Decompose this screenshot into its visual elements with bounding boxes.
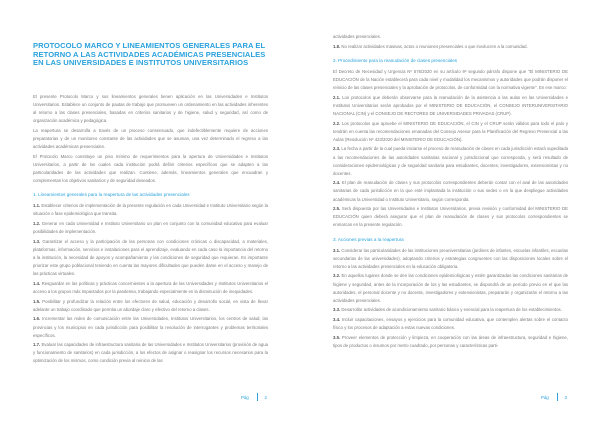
item-number: 2.1. — [333, 94, 341, 100]
list-item — [333, 43, 568, 51]
item-text: Será dispuesta por las Universidades e Institutos Universitarios, previa revisión y conformidad del MINISTERIO DE EDUCACIÓN quien deberá asegurar que el plan de reanudación de clases y sus protocolos correspondientes se enmarcan en la presente regulación. — [333, 206, 568, 228]
list-item — [333, 145, 568, 177]
document-title: PROTOCOLO MARCO Y LINEAMIENTOS GENERALES PARA EL RETORNO A LAS ACTIVIDADES ACADÉMICAS PRESENCIALES EN LAS UNIVERSIDADES E INSTITUTOS UNIVERSITARIOS — [33, 41, 266, 68]
page-3 — [300, 0, 600, 424]
page-number: 3 — [564, 394, 567, 400]
list-item — [333, 120, 568, 144]
page-2-body — [33, 93, 268, 367]
section-1-heading: 1. Lineamientos generales para la reapertura de las actividades presenciales — [33, 192, 190, 198]
item-text: Garantizar el acceso y la participación de las personas con condiciones crónicas o discapacidad, a materiales, plataformas, información, servicios e instalaciones para el aprendizaje, evaluando en cada caso la importancia del retorno a la institución, la necesidad de apoyos y acompañamiento y las condiciones de seguridad que requieran. Es importante priorizar este grupo poblacional teniendo en cuenta las mayores dificultades que pueden darse en el acceso y manejo de las prácticas virtuales. — [33, 238, 268, 277]
intro-paragraph: El Protocolo Marco constituye un piso mínimo de requerimientos para la apertura de Universidades e Institutos Universitarios, a partir de los cuales cada institución podrá definir criterios específicos que se adapten a las particularidades de las actividades que realizan. Contiene, además, lineamientos generales que encuadran y complementan los objetivos sanitarios y de seguridad deseados. — [33, 153, 268, 184]
intro-paragraph: El presente Protocolo Marco y sus lineamientos generales tienen aplicación en las Universidades e Institutos Universitarios. Establece un conjunto de pautas de trabajo que promueven un ordenamiento en las actividades inherentes al retorno a las clases presenciales, basadas en criterios sanitarios y de higiene, salud y seguridad, así como de organización académica y pedagógica. — [33, 94, 268, 124]
item-number: 1.2. — [33, 221, 41, 226]
item-number: 2.5. — [333, 206, 341, 212]
item-text: No realizar actividades masivas, actos o reuniones presenciales o que involucren a la comunidad. — [340, 43, 528, 49]
list-item — [33, 238, 268, 278]
section-2-items — [333, 94, 568, 230]
item-text: Proveer elementos de protección y limpieza, en cooperación con las áreas de infraestructura, seguridad e higiene, tipos de productos o insumos por metro cuadrado, por personas y características parti- — [333, 334, 568, 348]
page-3-body — [333, 33, 568, 352]
list-item — [33, 202, 268, 218]
item-text: Los protocolos que deberán observarse para la reanudación de la asistencia a las aulas en las Universidades e Institutos Universitarios serán aprobados por el MINISTERIO DE EDUCACIÓN, el CONSEJO INTERUNIVERSITARIO NACIONAL (CIN) y el CONSEJO DE RECTORES DE UNIVERSIDADES PRIVADAS (CRUP). — [333, 94, 568, 116]
item-text: Incrementar las redes de comunicación entre las Universidades, Institutos Universitarios, los centros de salud, las provincias y los municipios en cada jurisdicción para posibilitar la resolución de interrogantes y problemas territoriales específicos. — [33, 316, 268, 338]
item-text: Desarrollar actividades de acondicionamiento sanitario básico y esencial para la reapertura de los establecimientos. — [340, 307, 562, 313]
list-item — [333, 272, 568, 304]
list-item — [333, 247, 568, 271]
page-number: 2 — [264, 394, 267, 400]
item-number: 1.4. — [33, 280, 41, 286]
item-text: Considerar las particularidades de las instituciones preuniversitarias (jardines de infantes, escuelas infantiles, escuelas secundarias de las universidades), adoptando criterios y estrategias congruentes con las disposiciones locales sobre el retorno a las actividades presenciales en la educación obligatoria. — [333, 247, 568, 269]
list-item — [33, 280, 268, 296]
page-label: Pág — [240, 394, 249, 400]
list-item — [33, 220, 268, 236]
item-number: 2.2. — [333, 120, 341, 126]
page-label: Pág — [540, 394, 549, 400]
list-item — [33, 298, 268, 314]
item-text: En aquellos lugares donde se den las condiciones epidemiológicas y estén garantizadas las condiciones sanitarias de higiene y seguridad, antes de la incorporación de los y las estudiantes, se dispondrá de un período previo en el que las autoridades, el personal docente y no docente, investigadores y extensionistas, prepararán y organizarán el retorno a las actividades presenciales. — [333, 273, 568, 303]
page-footer — [241, 393, 267, 401]
item-text: Establecer criterios de implementación de la presente regulación en cada Universidad e Instituto Universitario según la situación o fase epidemiológica que transita. — [33, 203, 268, 217]
item-text: Resguardar en las políticas y prácticas concernientes a la apertura de las Universidades y Institutos Universitarios el acceso a los grupos más impactados por la pandemia, trabajando especialmente en la disminución de inequidades. — [33, 280, 268, 294]
item-number: 1.7. — [33, 342, 41, 348]
list-item — [333, 334, 568, 350]
list-item — [333, 316, 568, 332]
item-number: 3.4. — [333, 317, 341, 323]
continuation-text: actividades presenciales. — [333, 34, 382, 39]
section-2-heading: 2. Procedimiento para la reanudación de clases presenciales — [333, 57, 458, 63]
item-text: Posibilitar y profundizar la relación entre los efectores de salud, educación y desarrollo social, en vista de llevar adelante un trabajo coordinado que permita un abordaje claro y efectivo del retorno a clases. — [33, 298, 268, 312]
list-item — [33, 341, 268, 365]
item-text: Evaluar las capacidades de infraestructura sanitaria de las Universidades e Institutos Universitarios (provisión de agua y funcionamiento de sanitarios) en cada jurisdicción, a los efectos de asignar o reasignar los recursos necesarios para la optimización de los mismos, como condición previa al reinicio de las — [33, 342, 268, 364]
list-item — [33, 315, 268, 339]
item-number: 2.4. — [333, 180, 341, 186]
item-text: La fecha a partir de la cual pueda iniciarse el proceso de reanudación de clases en cada jurisdicción estará supeditada a las recomendaciones de las autoridades sanitarias nacional y jurisdiccional que corresponda, y será resultado de consideraciones epidemiológicas y de seguridad sanitaria para estudiantes, docentes, investigadores, extensionistas y no docentes. — [333, 146, 568, 176]
item-number: 3.1. — [333, 247, 341, 253]
list-item — [333, 205, 568, 229]
item-text: El plan de reanudación de clases y sus protocolos correspondientes deberán contar con el aval de las autoridades sanitarias de cada jurisdicción en la que esté implantada la institución o sus sedes o en la que despliegue actividades académicas la Universidad o Instituto Universitario, según corresponda. — [333, 180, 568, 202]
item-number: 1.6. — [33, 316, 41, 322]
item-text: Generar en cada Universidad e Instituto Universitario un plan en conjunto con la comunidad educativa para evaluar posibilidades de implementación. — [33, 221, 268, 235]
section-2-intro: El Decreto de Necesidad y Urgencia Nº 576/2020 en su artículo 9º segundo párrafo dispone que "El MINISTERIO DE EDUCACIÓN de la Nación establecerá para cada nivel y modalidad los mecanismos y autoridades que podrán disponer el reinicio de las clases presenciales y la aprobación de protocolos, de conformidad con la normativa vigente". En ese marco: — [333, 68, 568, 90]
intro-paragraph: La reapertura se desarrolla a través de un proceso consensuado, que indefectiblemente requiere de acciones preparatorias y de un monitoreo constante de las actividades que se asuman, una vez determinado el regreso a las actividades académicas presenciales. — [33, 127, 268, 150]
item-text: Incluir capacitaciones, ensayos y ejercicios para la comunidad educativa, que contemplen alertas sobre el contacto físico y los procesos de adaptación a estas nuevas condiciones. — [333, 317, 568, 331]
footer-divider — [257, 393, 258, 401]
item-number: 3.3. — [333, 307, 341, 313]
list-item — [333, 179, 568, 203]
item-number: 1.3. — [33, 238, 41, 244]
section-1-items — [33, 202, 268, 365]
section-3-heading: 3. Acciones previas a la reapertura — [333, 236, 404, 242]
section-3-items — [333, 247, 568, 351]
list-item — [333, 306, 568, 314]
footer-divider — [557, 393, 558, 401]
item-number: 1.8. — [333, 43, 341, 49]
item-number: 3.5. — [333, 334, 341, 340]
item-number: 2.3. — [333, 146, 341, 152]
page-footer — [541, 393, 567, 401]
item-number: 1.5. — [33, 298, 41, 304]
item-text: Los protocolos que apruebe el MINISTERIO DE EDUCACIÓN, el CIN y el CRUP serán válidos para todo el país y tendrán en cuenta las recomendaciones emanadas del Consejo Asesor para la Planificación del Regreso Presencial a las Aulas (Resolución Nº 423/2020 del MINISTERIO DE EDUCACIÓN). — [333, 120, 568, 142]
item-number: 3.2. — [333, 273, 341, 279]
item-number: 1.1. — [33, 203, 41, 209]
list-item — [333, 94, 568, 118]
